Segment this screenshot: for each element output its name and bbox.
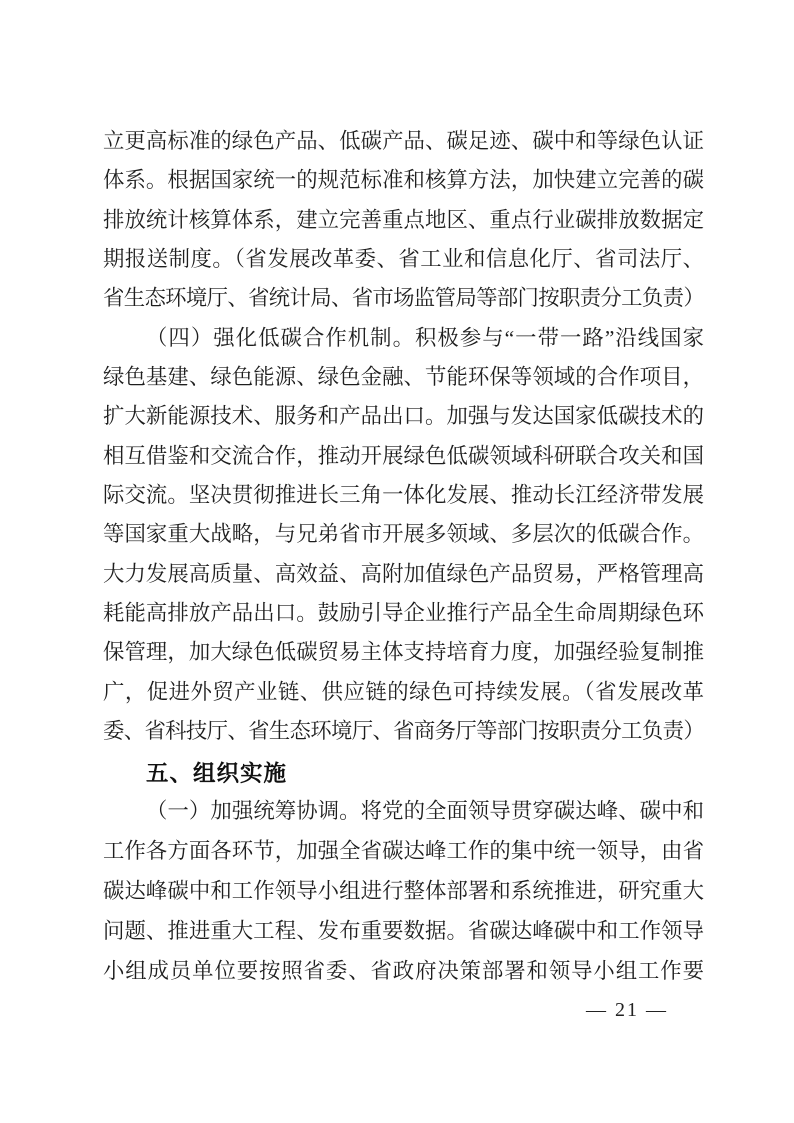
text-line: 工作各方面各环节，加强全省碳达峰工作的集中统一领导，由省: [103, 839, 704, 863]
text-line: 等国家重大战略，与兄弟省市开展多领域、多层次的低碳合作。: [103, 522, 704, 547]
text-line: 省生态环境厅、省统计局、省市场监管局等部门按职责分工负责）: [103, 286, 704, 311]
page-number: — 21 —: [586, 999, 668, 1021]
text-line: 保管理，加大绿色低碳贸易主体支持培育力度，加强经验复制推: [103, 640, 704, 665]
text-line: （四）强化低碳合作机制。积极参与“一带一路”沿线国家: [146, 325, 704, 350]
text-line: 立更高标准的绿色产品、低碳产品、碳足迹、碳中和等绿色认证: [103, 129, 704, 153]
text-line: 相互借鉴和交流合作，推动开展绿色低碳领域科研联合攻关和国: [103, 443, 704, 468]
text-line: 体系。根据国家统一的规范标准和核算方法，加快建立完善的碳: [103, 168, 704, 193]
paragraph-block-bottom: [103, 791, 704, 991]
text-line: 期报送制度。（省发展改革委、省工业和信息化厅、省司法厅、: [103, 247, 704, 272]
text-line: 扩大新能源技术、服务和产品出口。加强与发达国家低碳技术的: [103, 404, 704, 429]
text-line: 委、省科技厅、省生态环境厅、省商务厅等部门按职责分工负责）: [103, 719, 704, 744]
text-line: 大力发展高质量、高效益、高附加值绿色产品贸易，严格管理高: [103, 561, 704, 586]
text-line: 际交流。坚决贯彻推进长三角一体化发展、推动长江经济带发展: [103, 483, 704, 508]
text-line: （一）加强统筹协调。将党的全面领导贯穿碳达峰、碳中和: [146, 799, 704, 823]
text-line: 问题、推进重大工程、发布重要数据。省碳达峰碳中和工作领导: [103, 919, 704, 943]
section-heading: 五、组织实施: [146, 761, 288, 786]
text-line: 绿色基建、绿色能源、绿色金融、节能环保等领域的合作项目，: [103, 365, 704, 390]
text-line: 广，促进外贸产业链、供应链的绿色可持续发展。（省发展改革: [103, 679, 704, 704]
text-line: 碳达峰碳中和工作领导小组进行整体部署和系统推进，研究重大: [103, 879, 704, 903]
paragraph-block-top: [103, 122, 704, 752]
text-line: 排放统计核算体系，建立完善重点地区、重点行业碳排放数据定: [103, 207, 704, 232]
text-line: 小组成员单位要按照省委、省政府决策部署和领导小组工作要: [103, 959, 704, 983]
text-line: 耗能高排放产品出口。鼓励引导企业推行产品全生命周期绿色环: [103, 601, 704, 626]
